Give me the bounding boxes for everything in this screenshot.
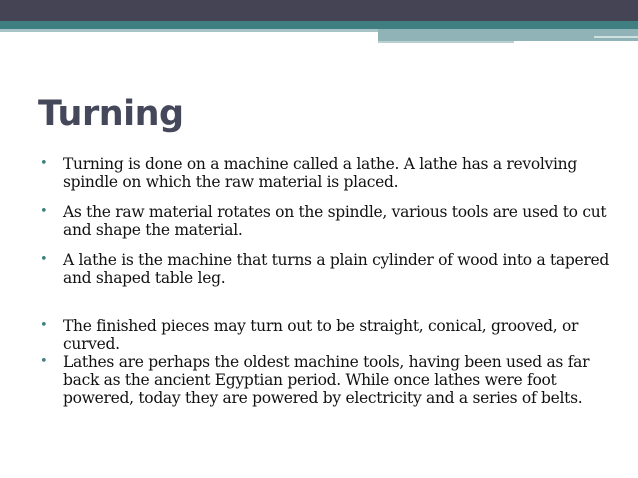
- bullet-list: [38, 155, 613, 407]
- bullet-item: [38, 353, 613, 407]
- bullet-item: [38, 155, 613, 191]
- slide-title: Turning: [38, 94, 184, 134]
- header-band-thin-right: [594, 36, 638, 38]
- bullet-marker: •: [40, 156, 48, 171]
- bullet-text: Turning is done on a machine called a lathe. A lathe has a revolving spindle on which the raw material is placed.: [63, 155, 577, 191]
- bullet-text: Lathes are perhaps the oldest machine tools, having been used as far back as the ancient Egyptian period. While once lathes were foot powered, today they are powered by electricity and a series of belts.: [63, 353, 590, 407]
- header-band-teal: [0, 21, 638, 29]
- bullet-text: As the raw material rotates on the spindle, various tools are used to cut and shape the material.: [63, 203, 607, 239]
- bullet-item: [38, 251, 613, 287]
- header-band-dark: [0, 0, 638, 21]
- bullet-marker: •: [40, 252, 48, 267]
- bullet-item: [38, 203, 613, 239]
- header-band-light: [0, 29, 378, 32]
- bullet-item: [38, 317, 613, 353]
- bullet-marker: •: [40, 354, 48, 369]
- bullet-marker: •: [40, 204, 48, 219]
- header-band-thin: [378, 41, 514, 43]
- bullet-text: The finished pieces may turn out to be straight, conical, grooved, or curved.: [63, 317, 579, 353]
- bullet-text: A lathe is the machine that turns a plain cylinder of wood into a tapered and shaped table leg.: [63, 251, 609, 287]
- bullet-marker: •: [40, 318, 48, 333]
- header-band-mid: [378, 29, 638, 41]
